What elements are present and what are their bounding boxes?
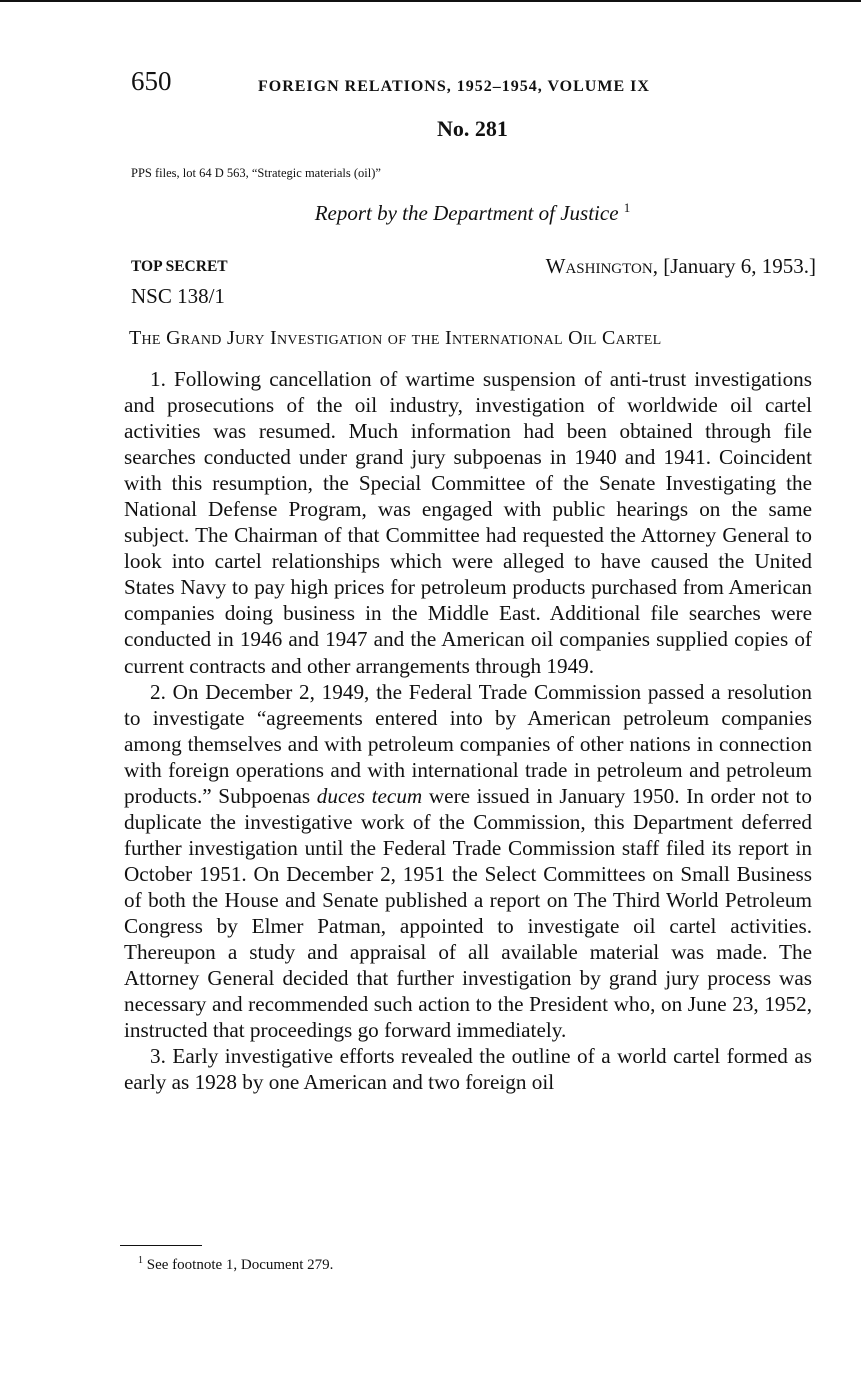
paragraph-2-latin-term: duces tecum xyxy=(316,783,423,808)
document-number: No. 281 xyxy=(437,116,508,141)
footnote xyxy=(138,1255,333,1274)
page-number: 650 xyxy=(131,66,172,96)
dateline-city: Washington, xyxy=(545,254,658,278)
top-border-rule xyxy=(0,0,861,2)
paragraph-2 xyxy=(124,679,812,1044)
section-heading: The Grand Jury Investigation of the International Oil Cartel xyxy=(129,327,662,349)
nsc-number: NSC 138/1 xyxy=(131,284,225,308)
source-note: PPS files, lot 64 D 563, “Strategic materials (oil)” xyxy=(131,166,381,180)
footnote-number: 1 xyxy=(138,1255,143,1266)
document-title xyxy=(0,200,861,226)
dateline xyxy=(546,254,816,279)
paragraph-1: 1. Following cancellation of wartime suspension of anti-trust investigations and prosecutions of the oil industry, investigation of worldwide oil cartel activities was resumed. Much information had been obtained through file searches conducted under grand jury subpoenas in 1940 and 1941. Coincident with this resumption, the Special Committee of the Senate Investigating the National Defense Program, was engaged with public hearings on the same subject. The Chairman of that Committee had requested the Attorney General to look into cartel relationships which were alleged to have caused the United States Navy to pay high prices for petroleum products purchased from American companies doing business in the Middle East. Additional file searches were conducted in 1946 and 1947 and the American oil companies supplied copies of current contracts and other arrangements through 1949. xyxy=(124,367,812,678)
document-title-text: Report by the Department of Justice xyxy=(314,201,619,225)
footnote-mark: 1 xyxy=(623,200,631,215)
classification-label: TOP SECRET xyxy=(131,258,228,275)
dateline-date: [January 6, 1953.] xyxy=(663,254,816,278)
footnote-text: See footnote 1, Document 279. xyxy=(146,1257,334,1273)
paragraph-3: 3. Early investigative efforts revealed the outline of a world cartel formed as early as 1928 by one American and two foreign oil xyxy=(124,1044,812,1095)
paragraph-2-part-2: were issued in January 1950. In order not to duplicate the investigative work of the Commission, this Department deferred further investigation until the Federal Trade Commission staff filed its report in October 1951. On December 2, 1951 the Select Committees on Small Business of both the House and Senate published a report on The Third World Petroleum Congress by Elmer Patman, appointed to investigate oil cartel activities. Thereupon a study and appraisal of all available material was made. The Attorney General decided that further investigation by grand jury process was necessary and recommended such action to the President who, on June 23, 1952, instructed that proceedings go forward immediately. xyxy=(124,783,812,1043)
footnote-divider xyxy=(120,1245,202,1246)
body-text xyxy=(124,366,812,1095)
running-head: FOREIGN RELATIONS, 1952–1954, VOLUME IX xyxy=(258,78,650,95)
paragraph-2-part-1: 2. On December 2, 1949, the Federal Trade Commission passed a resolution to investigate “agreements entered into by American petroleum companies among themselves and with petroleum companies of other nations in connection with foreign operations and with international trade in petroleum and petroleum products.” Subpoenas xyxy=(124,679,812,808)
